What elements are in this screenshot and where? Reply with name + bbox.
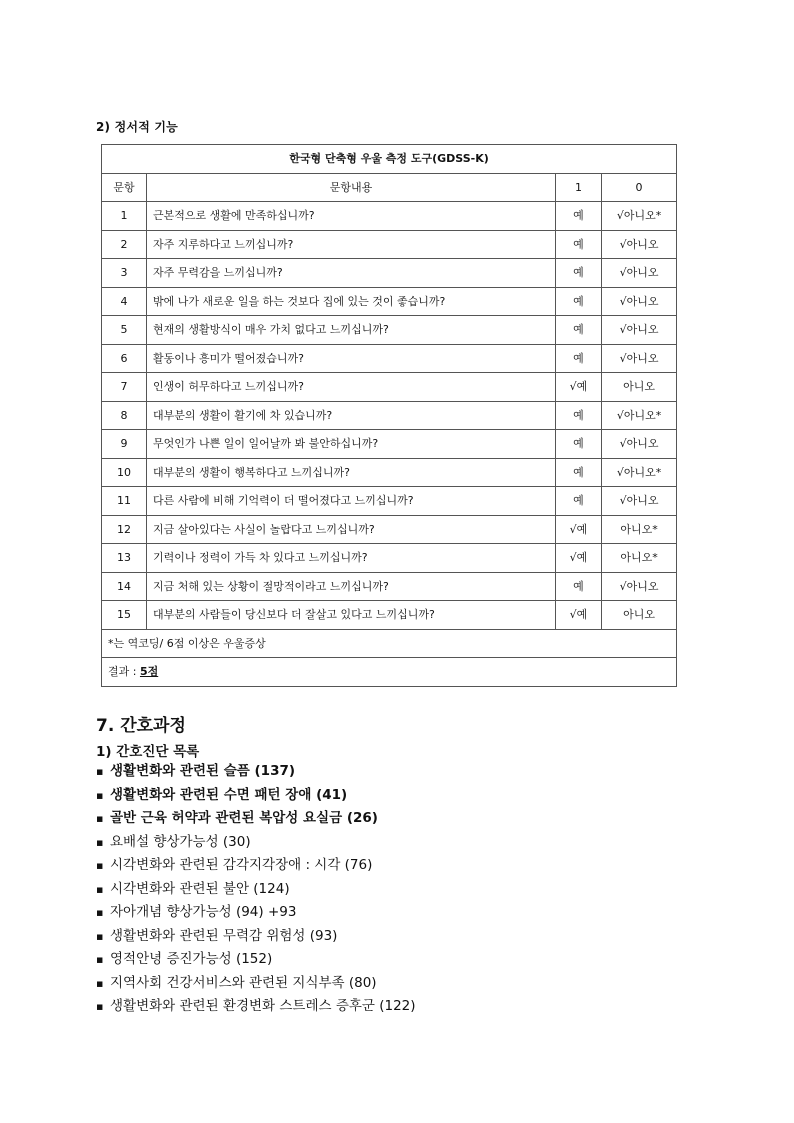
table-row [102,430,677,459]
header-col1: 1 [556,173,602,202]
table-header-row [102,173,677,202]
row-answer-yes: 예 [556,259,602,288]
row-answer-no: √아니오* [602,202,677,231]
diagnosis-text: 시각변화와 관련된 불안 (124) [110,880,290,897]
bullet-icon: ▪ [96,788,104,802]
diagnosis-item [96,784,716,808]
row-answer-no: √아니오 [602,572,677,601]
row-no: 9 [102,430,147,459]
table-row [102,316,677,345]
row-no: 6 [102,344,147,373]
table-row [102,344,677,373]
row-content: 근본적으로 생활에 만족하십니까? [147,202,556,231]
row-no: 8 [102,401,147,430]
bullet-icon: ▪ [96,882,104,896]
header-no: 문항 [102,173,147,202]
table-row [102,572,677,601]
diagnosis-item [96,925,716,949]
row-answer-yes: √예 [556,515,602,544]
bullet-icon: ▪ [96,906,104,919]
table-row [102,230,677,259]
table-title-row [102,145,677,174]
row-content: 활동이나 흥미가 떨어졌습니까? [147,344,556,373]
row-no: 7 [102,373,147,402]
diagnosis-item [96,807,716,831]
result-label: 결과 : [108,665,140,679]
table-row [102,601,677,630]
table-row [102,487,677,516]
diagnosis-text: 자아개념 향상가능성 (94) +93 [110,904,297,920]
row-answer-yes: 예 [556,202,602,231]
row-no: 12 [102,515,147,544]
row-answer-no: √아니오 [602,259,677,288]
diagnosis-text: 생활변화와 관련된 환경변화 스트레스 증후군 (122) [110,998,416,1014]
diagnosis-text: 영적안녕 증진가능성 (152) [110,951,273,967]
row-answer-no: √아니오 [602,430,677,459]
row-no: 15 [102,601,147,630]
table-note: *는 역코딩/ 6점 이상은 우울증상 [102,629,677,658]
table-row [102,515,677,544]
row-content: 자주 지루하다고 느끼십니까? [147,230,556,259]
bullet-icon: ▪ [96,812,104,825]
row-answer-yes: 예 [556,316,602,345]
row-content: 지금 살아있다는 사실이 놀랍다고 느끼십니까? [147,515,556,544]
bullet-icon: ▪ [96,976,104,990]
row-answer-yes: 예 [556,344,602,373]
note-row [102,629,677,658]
diagnosis-list [96,760,716,1019]
row-no: 3 [102,259,147,288]
row-answer-no: √아니오 [602,287,677,316]
row-answer-no: √아니오 [602,316,677,345]
bullet-icon: ▪ [96,953,104,966]
section-2-heading: 2) 정서적 기능 [96,120,178,134]
result-value: 5점 [139,665,159,679]
diagnosis-item [96,995,716,1019]
header-content: 문항내용 [147,173,556,202]
diagnosis-item [96,760,716,784]
diagnosis-text: 지역사회 건강서비스와 관련된 지식부족 (80) [110,974,377,991]
row-no: 1 [102,202,147,231]
table-body [102,202,677,630]
row-answer-yes: 예 [556,430,602,459]
row-answer-no: 아니오 [602,601,677,630]
diagnosis-item [96,831,716,855]
row-content: 대부분의 사람들이 당신보다 더 잘살고 있다고 느끼십니까? [147,601,556,630]
table-row [102,202,677,231]
diagnosis-text: 생활변화와 관련된 무력감 위험성 (93) [110,927,338,944]
row-answer-no: √아니오 [602,230,677,259]
diagnosis-text: 요배설 향상가능성 (30) [110,833,251,850]
bullet-icon: ▪ [96,859,104,872]
row-answer-no: 아니오* [602,544,677,573]
bullet-icon: ▪ [96,835,104,849]
table-row [102,401,677,430]
row-content: 인생이 허무하다고 느끼십니까? [147,373,556,402]
row-answer-yes: 예 [556,572,602,601]
table-row [102,544,677,573]
row-no: 2 [102,230,147,259]
gdss-k-table [101,144,677,687]
section-7-heading: 7. 간호과정 [96,716,186,736]
diagnosis-item [96,972,716,996]
row-answer-no: √아니오 [602,344,677,373]
row-answer-no: √아니오* [602,401,677,430]
table-title: 한국형 단축형 우울 측정 도구(GDSS-K) [102,145,677,174]
row-content: 다른 사람에 비해 기억력이 더 떨어졌다고 느끼십니까? [147,487,556,516]
row-no: 10 [102,458,147,487]
diagnosis-item [96,948,716,972]
row-answer-yes: √예 [556,601,602,630]
row-content: 대부분의 생활이 행복하다고 느끼십니까? [147,458,556,487]
row-answer-no: √아니오 [602,487,677,516]
table-row [102,259,677,288]
row-content: 지금 처해 있는 상황이 절망적이라고 느끼십니까? [147,572,556,601]
table-row [102,287,677,316]
diagnosis-text: 시각변화와 관련된 감각지각장애 : 시각 (76) [110,857,373,873]
row-answer-yes: √예 [556,544,602,573]
row-answer-no: 아니오* [602,515,677,544]
row-answer-yes: 예 [556,401,602,430]
row-answer-yes: 예 [556,487,602,516]
row-content: 무엇인가 나쁜 일이 일어날까 봐 불안하십니까? [147,430,556,459]
row-no: 11 [102,487,147,516]
row-content: 밖에 나가 새로운 일을 하는 것보다 집에 있는 것이 좋습니까? [147,287,556,316]
header-col0: 0 [602,173,677,202]
row-no: 14 [102,572,147,601]
row-answer-no: √아니오* [602,458,677,487]
bullet-icon: ▪ [96,765,104,778]
diagnosis-text: 생활변화와 관련된 슬픔 (137) [110,763,296,779]
row-answer-yes: 예 [556,230,602,259]
bullet-icon: ▪ [96,1000,104,1013]
row-no: 13 [102,544,147,573]
row-content: 현재의 생활방식이 매우 가치 없다고 느끼십니까? [147,316,556,345]
section-7-subheading: 1) 간호진단 목록 [96,744,200,760]
diagnosis-text: 골반 근육 허약과 관련된 복압성 요실금 (26) [110,810,378,826]
bullet-icon: ▪ [96,929,104,943]
table-row [102,373,677,402]
row-content: 기력이나 정력이 가득 차 있다고 느끼십니까? [147,544,556,573]
result-row [102,658,677,687]
diagnosis-item [96,878,716,902]
row-content: 자주 무력감을 느끼십니까? [147,259,556,288]
diagnosis-text: 생활변화와 관련된 수면 패턴 장애 (41) [110,786,348,803]
diagnosis-item [96,901,716,925]
result-cell [102,658,677,687]
row-no: 5 [102,316,147,345]
row-content: 대부분의 생활이 활기에 차 있습니까? [147,401,556,430]
row-answer-yes: 예 [556,287,602,316]
row-answer-yes: 예 [556,458,602,487]
diagnosis-item [96,854,716,878]
row-no: 4 [102,287,147,316]
row-answer-yes: √예 [556,373,602,402]
row-answer-no: 아니오 [602,373,677,402]
table-row [102,458,677,487]
